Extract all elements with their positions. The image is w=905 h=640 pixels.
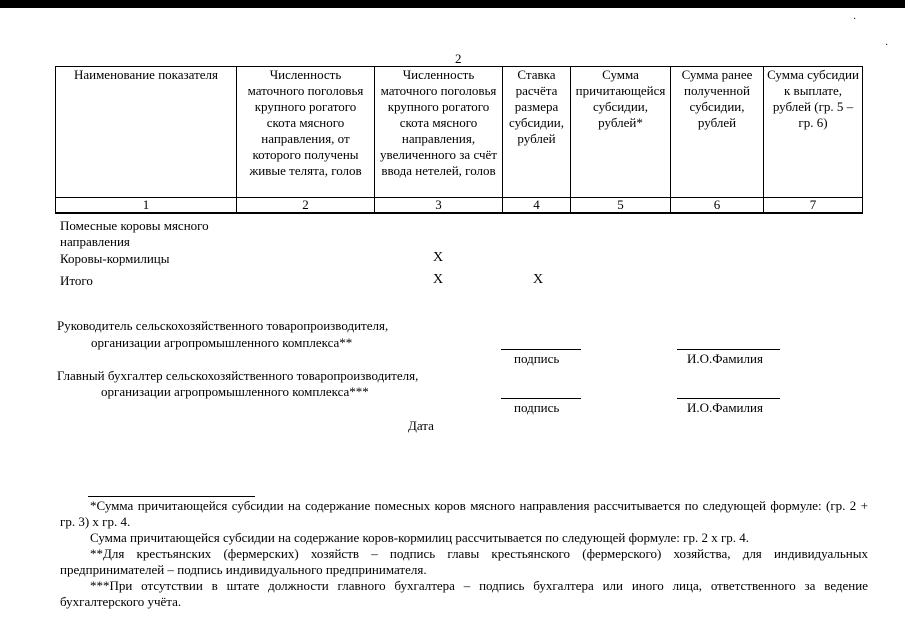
row-label-total: Итого	[60, 273, 93, 288]
signatory-title-head-line2: организации агропромышленного комплекса**	[91, 335, 353, 350]
col-header-indicator-name: Наименование показателя	[56, 67, 237, 198]
footnote-separator	[88, 496, 255, 497]
footnote-3: **Для крестьянских (фермерских) хозяйств – подпись главы крестьянского (фермерского) хозяйства, для индивидуальных предпринимателей – подпись индивидуального предпринимателя.	[60, 546, 868, 577]
name-line	[677, 349, 780, 350]
footnote-4: ***При отсутствии в штате должности главного бухгалтера – подпись бухгалтера или иного лица, ответственного за ведение бухгалтерского учёта.	[60, 578, 868, 609]
col-header-subsidy-due: Сумма причитающейся субсидии, рублей*	[571, 67, 671, 198]
row-label-nurse-cows: Коровы-кормилицы	[60, 251, 170, 266]
name-caption: И.О.Фамилия	[687, 351, 763, 366]
signatory-title-accountant-line2: организации агропромышленного комплекса***	[101, 384, 369, 399]
signature-caption: подпись	[514, 400, 560, 415]
col-number: 4	[503, 198, 571, 214]
col-number: 1	[56, 198, 237, 214]
signature-line	[501, 398, 581, 399]
footnote-2: Сумма причитающейся субсидии на содержание коров-кормилиц рассчитывается по следующей формуле: гр. 2 х гр. 4.	[90, 530, 750, 545]
table-header-row	[56, 67, 863, 198]
footnote-1: *Сумма причитающейся субсидии на содержание помесных коров мясного направления рассчитывается по следующей формуле: (гр. 2 + гр. 3) х гр. 4.	[60, 498, 868, 529]
date-label: Дата	[408, 418, 434, 433]
signature-line	[501, 349, 581, 350]
x-mark: X	[533, 272, 544, 287]
signatory-title-accountant: Главный бухгалтер сельскохозяйственного товаропроизводителя,	[57, 368, 419, 383]
col-header-subsidy-payable: Сумма субсидии к выплате, рублей (гр. 5 – гр. 6)	[764, 67, 863, 198]
signatory-title-head: Руководитель сельскохозяйственного товаропроизводителя,	[57, 318, 389, 333]
row-label-crossbred-cows: Помесные коровы мясного направления	[60, 218, 209, 249]
top-border	[0, 0, 905, 8]
name-caption: И.О.Фамилия	[687, 400, 763, 415]
speck-mark: ·	[853, 14, 857, 25]
col-number: 2	[237, 198, 375, 214]
name-line	[677, 398, 780, 399]
col-header-heifers-herd: Численность маточного поголовья крупного рогатого скота мясного направления, увеличенного за счёт ввода нетелей, голов	[375, 67, 503, 198]
page-number: 2	[455, 51, 462, 66]
col-header-subsidy-received: Сумма ранее полученной субсидии, рублей	[671, 67, 764, 198]
col-header-calves-herd: Численность маточного поголовья крупного рогатого скота мясного направления, от которого получены живые телята, голов	[237, 67, 375, 198]
col-header-rate: Ставка расчёта размера субсидии, рублей	[503, 67, 571, 198]
col-number: 7	[764, 198, 863, 214]
col-number: 6	[671, 198, 764, 214]
x-mark: X	[433, 272, 444, 287]
col-number: 3	[375, 198, 503, 214]
subsidy-table	[55, 66, 863, 214]
x-mark: X	[433, 250, 444, 265]
table-number-row	[56, 198, 863, 214]
speck-mark: ·	[885, 40, 889, 51]
signature-caption: подпись	[514, 351, 560, 366]
col-number: 5	[571, 198, 671, 214]
